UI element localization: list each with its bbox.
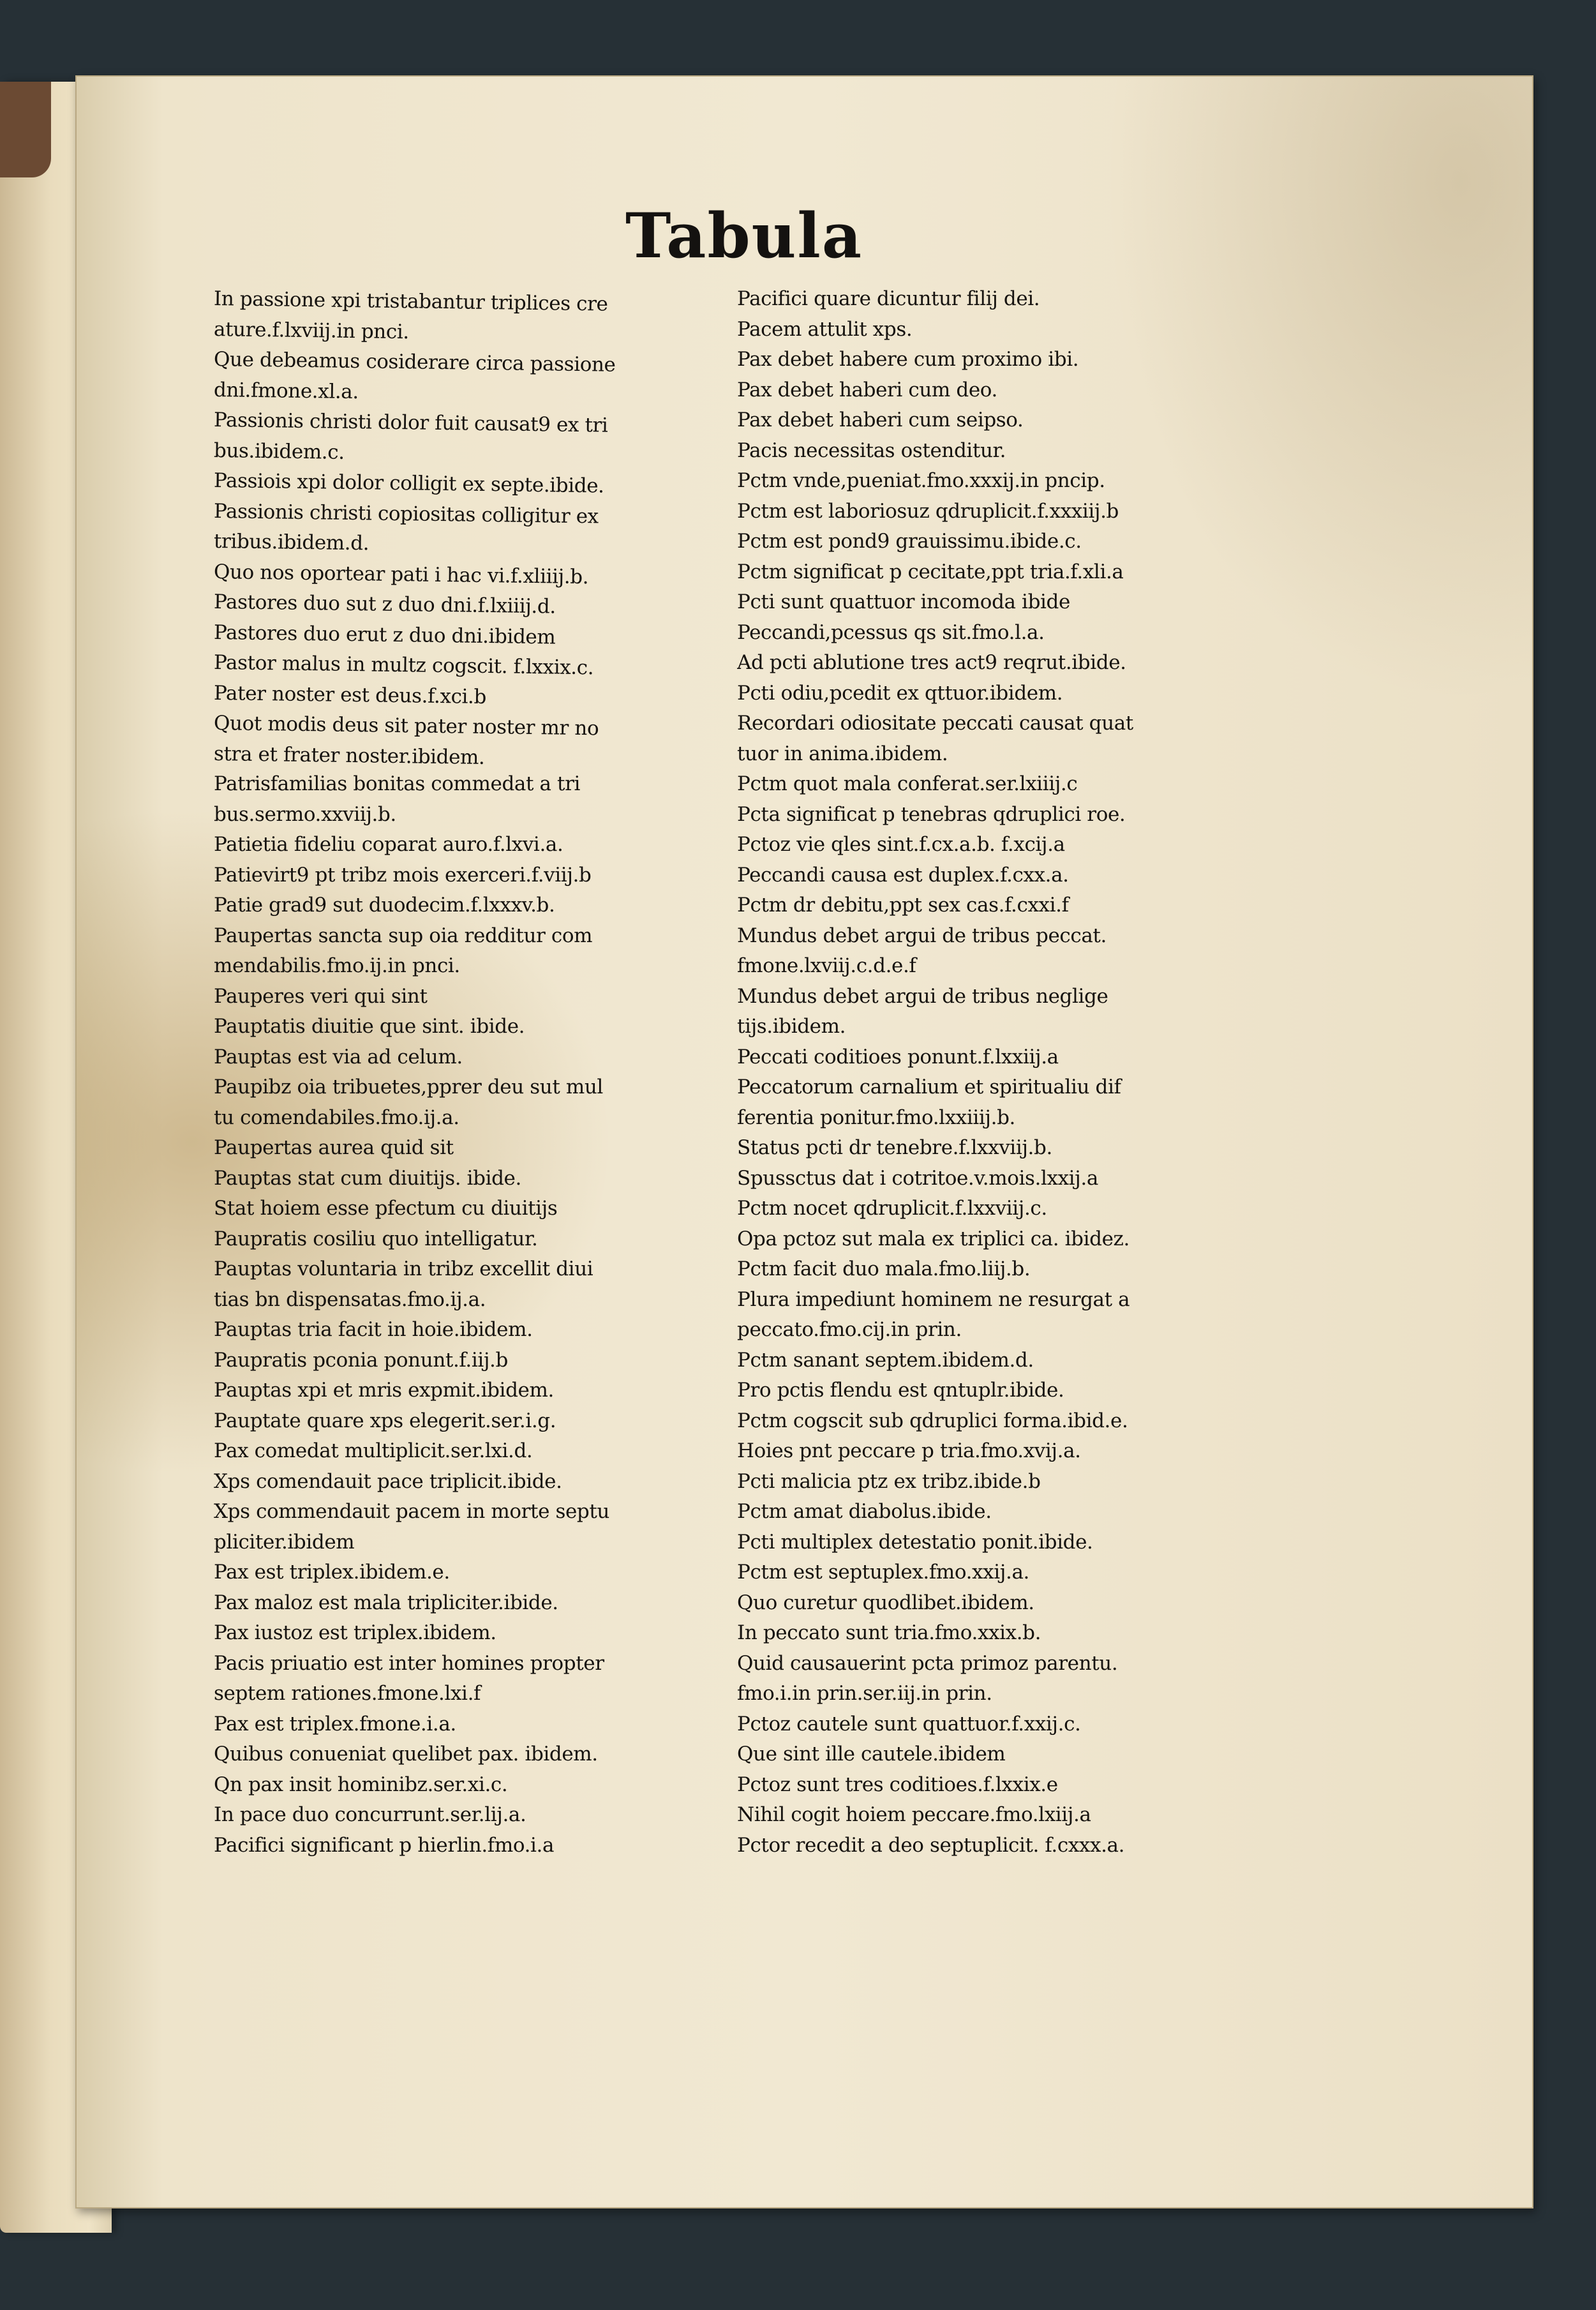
index-entry: Pax est triplex.fmone.i.a. [214,1712,456,1736]
index-entry: Pauptas est via ad celum. [214,1045,463,1069]
index-entry: mendabilis.fmo.ij.in pnci. [214,954,460,977]
index-entry: Pax est triplex.ibidem.e. [214,1561,450,1584]
index-entry: Pcti multiplex detestatio ponit.ibide. [737,1530,1093,1554]
index-entry: ferentia ponitur.fmo.lxxiiij.b. [737,1106,1015,1129]
index-entry: Nihil cogit hoiem peccare.fmo.lxiij.a [737,1803,1091,1826]
index-entry: Pauptate quare xps elegerit.ser.i.g. [214,1409,556,1432]
index-entry: Pctm est laboriosuz qdruplicit.f.xxxiij.b [737,499,1119,523]
index-entry: Passionis christi copiositas colligitur ex [213,499,599,528]
index-entry: tias bn dispensatas.fmo.ij.a. [214,1287,486,1311]
index-entry: Pax maloz est mala tripliciter.ibide. [214,1591,558,1614]
index-entry: Pastores duo sut z duo dni.f.lxiiij.d. [213,590,556,619]
index-entry: In pace duo concurrunt.ser.lij.a. [214,1803,526,1826]
index-entry: Pctoz vie qles sint.f.cx.a.b. f.xcij.a [737,833,1065,856]
index-entry: Pcta significat p tenebras qdruplici roe. [737,802,1126,826]
index-entry: Mundus debet argui de tribus neglige [737,984,1108,1008]
index-entry: Quo curetur quodlibet.ibidem. [737,1591,1034,1614]
index-entry: Pcti odiu,pcedit ex qttuor.ibidem. [737,681,1063,705]
index-entry: Pauptas stat cum diuitijs. ibide. [214,1166,521,1190]
index-entry: Quibus conueniat quelibet pax. ibidem. [214,1743,598,1766]
left-index-column [214,284,712,1861]
index-entry: Pctm sanant septem.ibidem.d. [737,1348,1034,1372]
index-entry: Paupratis pconia ponunt.f.iij.b [214,1348,508,1372]
index-entry: Patievirt9 pt tribz mois exerceri.f.viij.b [214,863,592,887]
index-entry: Pctm significat p cecitate,ppt tria.f.xli.a [737,560,1124,583]
index-entry: tijs.ibidem. [737,1015,846,1038]
index-entry: Qn pax insit hominibz.ser.xi.c. [214,1773,508,1796]
index-entry: pliciter.ibidem [214,1530,355,1554]
index-entry: Ad pcti ablutione tres act9 reqrut.ibide. [737,651,1126,674]
index-entry: Mundus debet argui de tribus peccat. [737,924,1107,947]
index-entry: Pauptas xpi et mris expmit.ibidem. [214,1379,554,1402]
binding-stain [0,82,51,177]
index-entry: Pctm amat diabolus.ibide. [737,1500,992,1523]
index-entry: Pauperes veri qui sint [214,984,428,1008]
index-entry: Pacifici quare dicuntur filij dei. [737,287,1040,310]
index-entry: Pctm est pond9 grauissimu.ibide.c. [737,530,1082,553]
index-entry: Pctm quot mala conferat.ser.lxiiij.c [737,772,1078,795]
index-entry: Pctm vnde,pueniat.fmo.xxxij.in pncip. [737,469,1105,492]
index-entry: Status pcti dr tenebre.f.lxxviij.b. [737,1136,1052,1159]
index-entry: Pauptatis diuitie que sint. ibide. [214,1015,525,1038]
index-entry: Pax debet haberi cum seipso. [737,409,1024,431]
index-entry: Pctor recedit a deo septuplicit. f.cxxx.a. [737,1833,1125,1857]
index-entry: Passionis christi dolor fuit causat9 ex tri [213,409,608,437]
index-entry: Pctm dr debitu,ppt sex cas.f.cxxi.f [737,894,1069,917]
index-entry: Pctm cogscit sub qdruplici forma.ibid.e. [737,1409,1128,1432]
index-entry: Xps commendauit pacem in morte septu [214,1500,609,1523]
index-entry: peccato.fmo.cij.in prin. [737,1318,962,1341]
index-entry: Quot modis deus sit pater noster mr no [213,712,599,740]
index-entry: Paupratis cosiliu quo intelligatur. [214,1227,538,1250]
index-entry: Pacis necessitas ostenditur. [737,439,1006,462]
index-entry: Que sint ille cautele.ibidem [737,1743,1006,1766]
index-entry: In passione xpi tristabantur triplices cre [213,287,608,316]
index-entry: Pax comedat multiplicit.ser.lxi.d. [214,1439,533,1462]
index-entry: Paupibz oia tribuetes,pprer deu sut mul [214,1076,603,1099]
index-entry: Pacis priuatio est inter homines propter [214,1651,604,1675]
index-entry: Patie grad9 sut duodecim.f.lxxxv.b. [214,894,555,917]
page-title: Tabula [625,200,863,272]
index-entry: tribus.ibidem.d. [213,530,369,555]
index-entry: tuor in anima.ibidem. [737,742,948,765]
index-entry: Pax debet haberi cum deo. [737,378,997,401]
index-entry: Paupertas sancta sup oia redditur com [214,924,593,947]
index-entry: Peccandi causa est duplex.f.cxx.a. [737,863,1069,887]
index-entry: Patrisfamilias bonitas commedat a tri [214,772,581,795]
index-entry: Hoies pnt peccare p tria.fmo.xvij.a. [737,1439,1081,1462]
index-entry: Peccandi,pcessus qs sit.fmo.l.a. [737,620,1045,644]
index-entry: Pctoz cautele sunt quattuor.f.xxij.c. [737,1712,1081,1736]
index-entry: Patietia fideliu coparat auro.f.lxvi.a. [214,833,563,856]
index-entry: Pcti sunt quattuor incomoda ibide [737,590,1070,613]
right-index-column [737,284,1235,1861]
index-entry: Pctm facit duo mala.fmo.liij.b. [737,1257,1031,1280]
index-entry: stra et frater noster.ibidem. [213,742,485,769]
index-entry: Spussctus dat i cotritoe.v.mois.lxxij.a [737,1166,1098,1190]
index-entry: Xps comendauit pace triplicit.ibide. [214,1469,562,1493]
index-entry: ature.f.lxviij.in pnci. [213,317,410,343]
index-entry: Pcti malicia ptz ex tribz.ibide.b [737,1469,1041,1493]
index-entry: Pater noster est deus.f.xci.b [213,681,487,709]
index-entry: Passiois xpi dolor colligit ex septe.ibide. [213,469,604,498]
index-entry: Opa pctoz sut mala ex triplici ca. ibidez. [737,1227,1130,1250]
index-entry: Pax debet habere cum proximo ibi. [737,348,1079,371]
index-entry: Que debeamus cosiderare circa passione [213,348,616,377]
index-entry: Stat hoiem esse pfectum cu diuitijs [214,1197,558,1220]
index-entry: Pastor malus in multz cogscit. f.lxxix.c. [213,651,594,680]
index-entry: fmone.lxviij.c.d.e.f [737,954,916,977]
index-entry: Plura impediunt hominem ne resurgat a [737,1287,1130,1311]
index-entry: fmo.i.in prin.ser.iij.in prin. [737,1682,992,1705]
index-entry: Pacifici significant p hierlin.fmo.i.a [214,1833,555,1857]
index-entry: Pctoz sunt tres coditioes.f.lxxix.e [737,1773,1058,1796]
index-entry: bus.ibidem.c. [213,439,345,464]
index-entry: bus.sermo.xxviij.b. [214,802,396,826]
index-entry: Pctm nocet qdruplicit.f.lxxviij.c. [737,1197,1047,1220]
index-entry: Pctm est septuplex.fmo.xxij.a. [737,1561,1029,1584]
index-entry: Pax iustoz est triplex.ibidem. [214,1621,496,1644]
index-entry: Peccatorum carnalium et spiritualiu dif [737,1076,1121,1099]
index-entry: tu comendabiles.fmo.ij.a. [214,1106,459,1129]
index-entry: Recordari odiositate peccati causat quat [737,712,1133,735]
index-entry: Quo nos oportear pati i hac vi.f.xliiij.b. [213,560,589,589]
index-entry: Quid causauerint pcta primoz parentu. [737,1651,1118,1675]
index-entry: Pastores duo erut z duo dni.ibidem [213,620,556,649]
index-entry: Pro pctis flendu est qntuplr.ibide. [737,1379,1064,1402]
index-entry: Pacem attulit xps. [737,317,913,341]
index-entry: septem rationes.fmone.lxi.f [214,1682,481,1705]
index-entry: Pauptas tria facit in hoie.ibidem. [214,1318,533,1341]
index-entry: Peccati coditioes ponunt.f.lxxiij.a [737,1045,1059,1069]
index-entry: Pauptas voluntaria in tribz excellit diui [214,1257,593,1280]
index-entry: dni.fmone.xl.a. [213,378,359,403]
index-entry: Paupertas aurea quid sit [214,1136,454,1159]
index-entry: In peccato sunt tria.fmo.xxix.b. [737,1621,1041,1644]
